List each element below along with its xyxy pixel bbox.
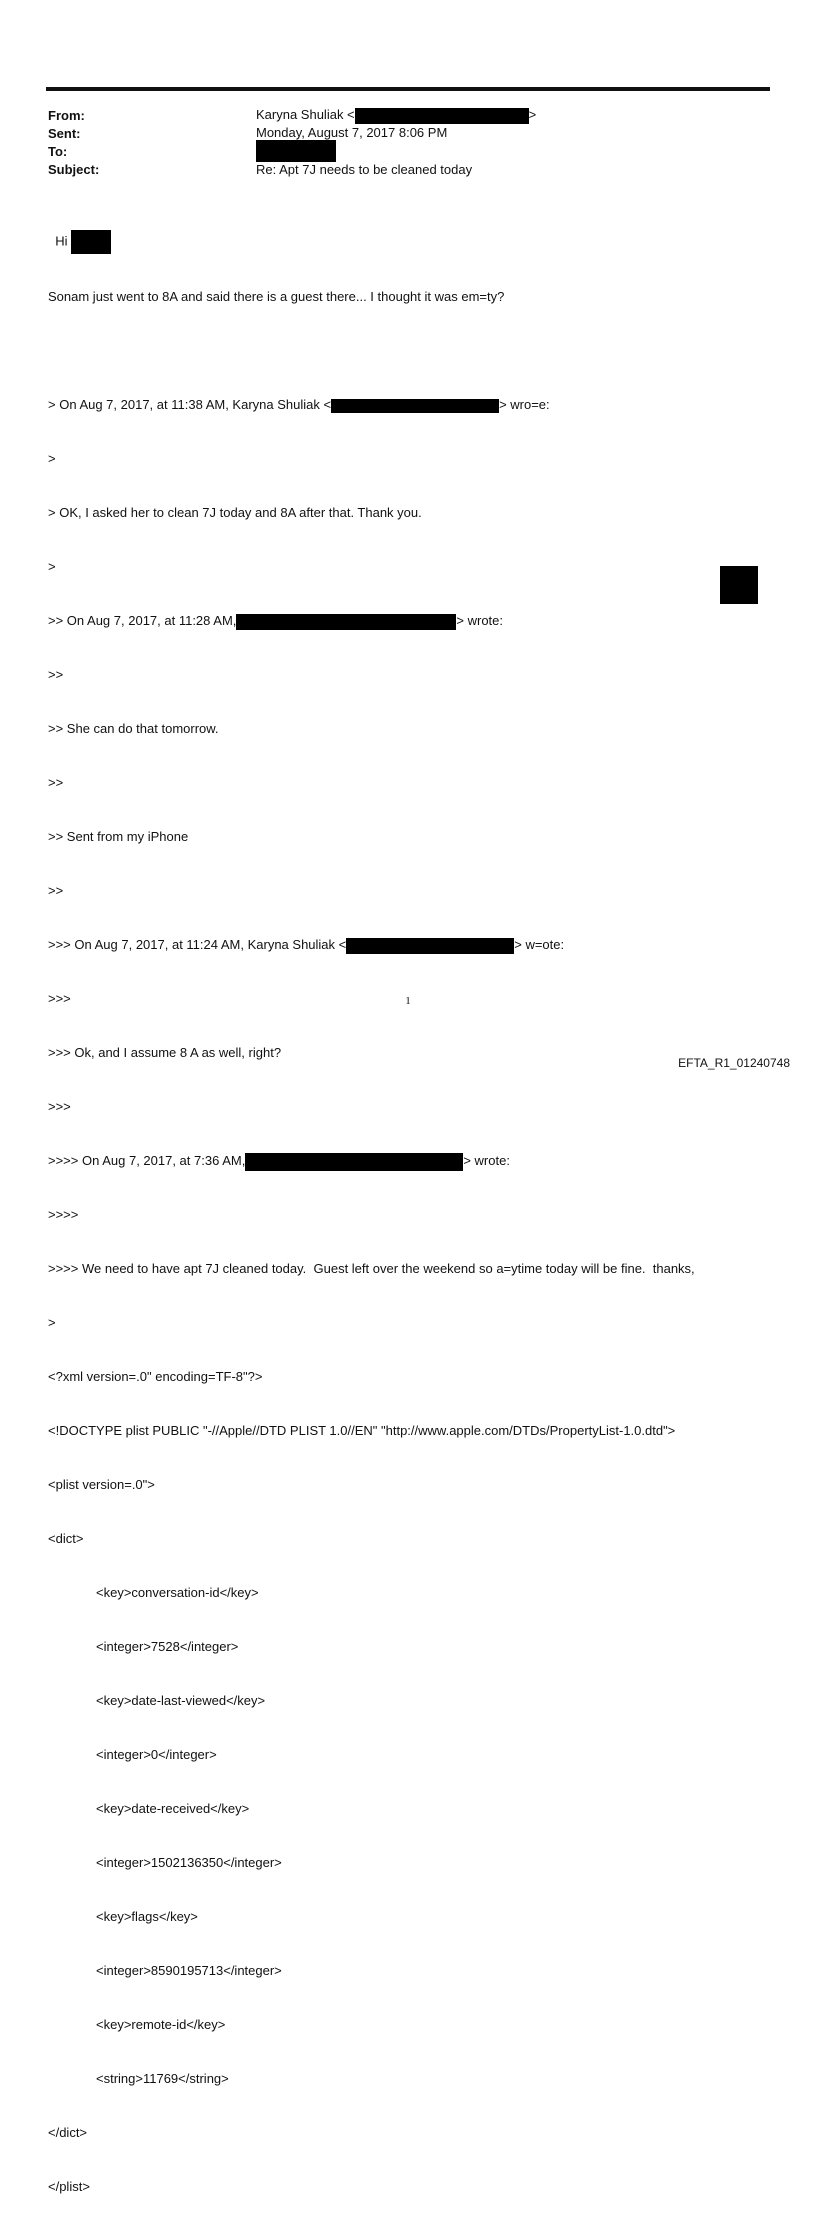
header-rule: [46, 87, 770, 91]
sent-value: Monday, August 7, 2017 8:06 PM: [256, 125, 448, 140]
subject-label: Subject:: [48, 162, 100, 177]
quote-line: >: [48, 1315, 56, 1330]
xml-line: </dict>: [48, 2125, 88, 2140]
xml-line: <key>flags</key>: [96, 1909, 198, 1924]
quote-line: [48, 396, 695, 414]
redaction-block: [355, 108, 529, 124]
redaction-block: [256, 140, 336, 162]
message-body: [48, 252, 695, 2214]
quote-suffix: > wrote:: [456, 613, 504, 628]
redaction-block: [346, 938, 514, 954]
quote-line: >>: [48, 667, 64, 682]
greeting-text: Hi: [55, 233, 68, 249]
quote-prefix: >>> On Aug 7, 2017, at 11:24 AM, Karyna Shuliak <: [48, 937, 347, 952]
quote-line: >: [48, 451, 56, 466]
quote-suffix: > w=ote:: [514, 937, 565, 952]
quote-line: >>>: [48, 991, 71, 1006]
blank-line: [48, 342, 695, 360]
quote-line: >>: [48, 775, 64, 790]
quote-line: >>: [48, 883, 64, 898]
xml-line: <?xml version=.0" encoding=TF-8"?>: [48, 1369, 263, 1384]
subject-value: Re: Apt 7J needs to be cleaned today: [256, 162, 473, 177]
xml-line: <integer>1502136350</integer>: [96, 1855, 282, 1870]
from-tail: >: [528, 107, 537, 122]
quote-line: >> She can do that tomorrow.: [48, 721, 219, 736]
xml-line: <integer>8590195713</integer>: [96, 1963, 282, 1978]
xml-line: <string>11769</string>: [96, 2071, 229, 2086]
xml-line: <dict>: [48, 1531, 84, 1546]
from-name: Karyna Shuliak <: [256, 107, 355, 122]
redaction-block: [71, 230, 111, 254]
quote-prefix: >>>> On Aug 7, 2017, at 7:36 AM,: [48, 1153, 246, 1168]
body-line: Sonam just went to 8A and said there is a guest there... I thought it was em=ty?: [48, 289, 505, 304]
redaction-block: [331, 399, 499, 413]
document-id: EFTA_R1_01240748: [678, 1056, 790, 1070]
sent-label: Sent:: [48, 126, 81, 141]
quote-line: >>> Ok, and I assume 8 A as well, right?: [48, 1045, 282, 1060]
redaction-block: [245, 1153, 463, 1171]
xml-line: <key>date-last-viewed</key>: [96, 1693, 266, 1708]
xml-line: <key>remote-id</key>: [96, 2017, 226, 2032]
xml-line: <plist version=.0">: [48, 1477, 155, 1492]
quote-line: >>>>: [48, 1207, 79, 1222]
xml-line: <integer>0</integer>: [96, 1747, 217, 1762]
greeting-line: [48, 212, 111, 254]
quote-text: >>>> We need to have apt 7J cleaned today. Guest left over the weekend so a=ytime today will be fine. thanks,: [48, 1261, 695, 1276]
to-value: [256, 140, 336, 162]
redaction-block: [236, 614, 456, 630]
xml-line: </plist>: [48, 2179, 90, 2194]
quote-line: [48, 1260, 695, 1278]
quote-line: [48, 1152, 695, 1170]
xml-line: <!DOCTYPE plist PUBLIC "-//Apple//DTD PLIST 1.0//EN" "http://www.apple.com/DTDs/PropertyList-1.0.dtd">: [48, 1423, 676, 1438]
quote-line: > OK, I asked her to clean 7J today and 8A after that. Thank you.: [48, 505, 422, 520]
page-number: 1: [405, 995, 411, 1007]
from-label: From:: [48, 108, 85, 123]
quote-line: >: [48, 559, 56, 574]
to-label: To:: [48, 144, 68, 159]
quote-line: [48, 936, 695, 954]
quote-suffix: > wrote:: [463, 1153, 510, 1168]
quote-line: [48, 612, 695, 630]
quote-prefix: >> On Aug 7, 2017, at 11:28 AM,: [48, 613, 237, 628]
redaction-block: [720, 566, 758, 604]
quote-line: >>>: [48, 1099, 71, 1114]
quote-prefix: > On Aug 7, 2017, at 11:38 AM, Karyna Shuliak <: [48, 397, 332, 412]
quote-line: >> Sent from my iPhone: [48, 829, 189, 844]
quote-suffix: > wro=e:: [499, 397, 550, 412]
xml-line: <integer>7528</integer>: [96, 1639, 239, 1654]
xml-line: <key>conversation-id</key>: [96, 1585, 259, 1600]
from-value: [256, 107, 536, 124]
xml-line: <key>date-received</key>: [96, 1801, 250, 1816]
